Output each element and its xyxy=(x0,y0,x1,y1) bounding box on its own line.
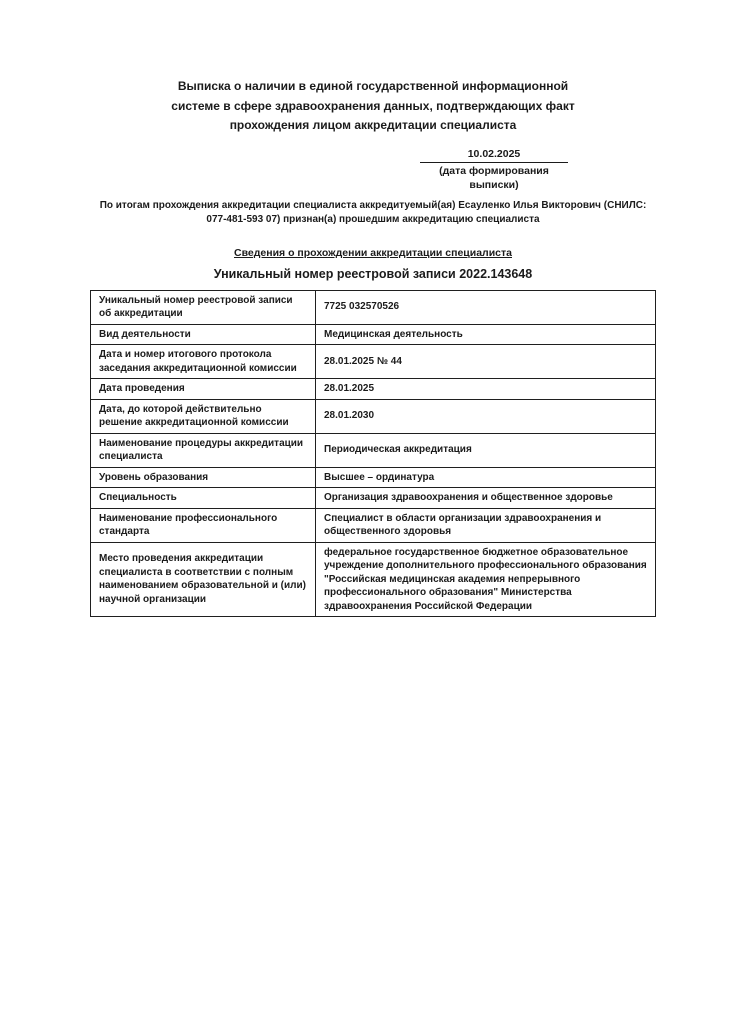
table-row xyxy=(91,345,656,379)
row-value: Периодическая аккредитация xyxy=(316,433,656,467)
extract-date-block xyxy=(420,147,568,192)
registry-number-heading: Уникальный номер реестровой записи 2022.143648 xyxy=(213,266,533,281)
table-row xyxy=(91,542,656,617)
row-label: Уникальный номер реестровой записи об аккредитации xyxy=(91,290,316,324)
row-value: 28.01.2025 xyxy=(316,379,656,400)
table-row xyxy=(91,508,656,542)
table-row xyxy=(91,290,656,324)
row-label: Дата, до которой действительно решение аккредитационной комиссии xyxy=(91,399,316,433)
table-row xyxy=(91,488,656,509)
row-label: Специальность xyxy=(91,488,316,509)
row-value: 28.01.2030 xyxy=(316,399,656,433)
extract-date: 10.02.2025 xyxy=(420,147,568,163)
table-row xyxy=(91,324,656,345)
row-value: 28.01.2025 № 44 xyxy=(316,345,656,379)
row-value: федеральное государственное бюджетное образовательное учреждение дополнительного профессионального образования "Российская медицинская академия непрерывного профессионального образования" Министерства здравоохранения Российской Федерации xyxy=(316,542,656,617)
section-heading: Сведения о прохождении аккредитации специалиста xyxy=(234,246,512,259)
row-label: Дата проведения xyxy=(91,379,316,400)
document-title xyxy=(0,0,746,136)
table-row xyxy=(91,467,656,488)
row-value: Медицинская деятельность xyxy=(316,324,656,345)
row-label: Место проведения аккредитации специалиста в соответствии с полным наименованием образовательной и (или) научной организации xyxy=(91,542,316,617)
table-row xyxy=(91,399,656,433)
row-label: Вид деятельности xyxy=(91,324,316,345)
row-value: Организация здравоохранения и общественное здоровье xyxy=(316,488,656,509)
extract-date-caption: (дата формирования выписки) xyxy=(439,165,549,191)
document-title-line: Выписка о наличии в единой государственной информационной xyxy=(177,79,569,93)
row-label: Наименование процедуры аккредитации специалиста xyxy=(91,433,316,467)
row-label: Наименование профессионального стандарта xyxy=(91,508,316,542)
intro-paragraph: По итогам прохождения аккредитации специалиста аккредитуемый(ая) Есауленко Илья Викторович (СНИЛС: 077-481-593 07) признан(а) прошедшим аккредитацию специалиста xyxy=(99,199,647,225)
table-row xyxy=(91,379,656,400)
row-value: Специалист в области организации здравоохранения и общественного здоровья xyxy=(316,508,656,542)
accreditation-table xyxy=(90,290,656,618)
table-row xyxy=(91,433,656,467)
row-label: Уровень образования xyxy=(91,467,316,488)
document-title-line: системе в сфере здравоохранения данных, подтверждающих факт xyxy=(171,98,575,113)
document-title-line: прохождения лицом аккредитации специалиста xyxy=(229,118,517,132)
row-value: 7725 032570526 xyxy=(316,290,656,324)
row-label: Дата и номер итогового протокола заседания аккредитационной комиссии xyxy=(91,345,316,379)
row-value: Высшее – ординатура xyxy=(316,467,656,488)
